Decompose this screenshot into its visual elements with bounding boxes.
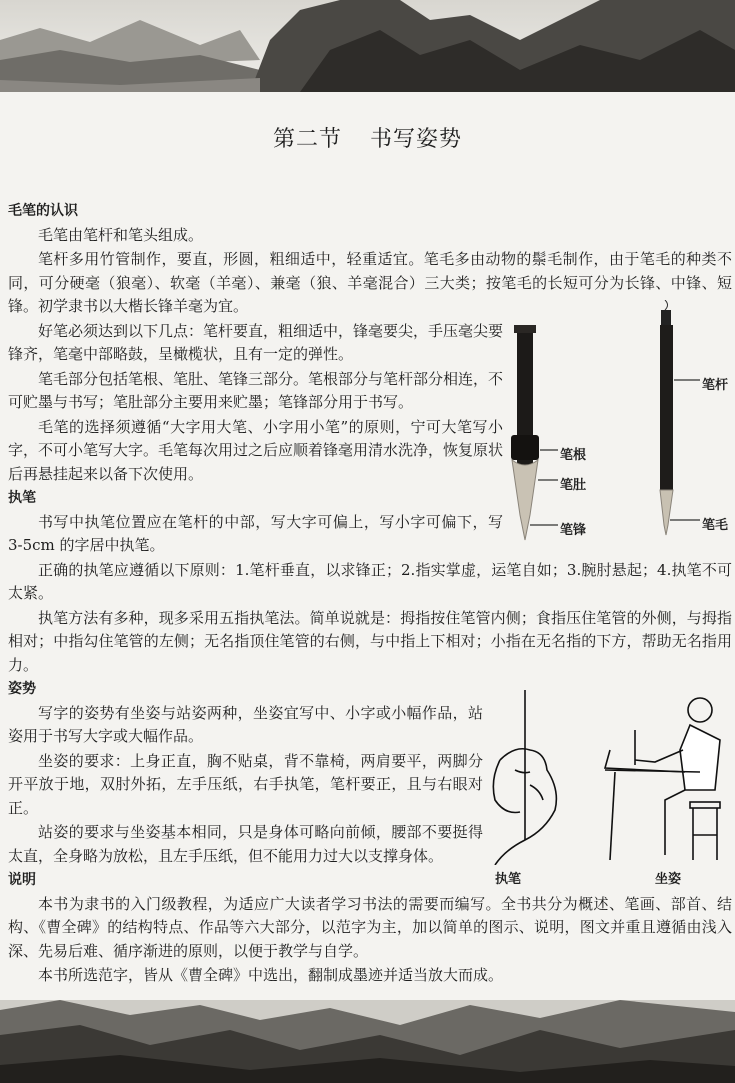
brush-illustration — [500, 300, 735, 550]
section-name: 书写姿势 — [370, 127, 463, 152]
paragraph: 书写中执笔位置应在笔杆的中部，写大字可偏上，写小字可偏下，写 3-5cm 的字居中执笔。 — [8, 512, 503, 554]
paragraph: 本书所选范字，皆从《曹全碑》中选出，翻制成墨迹并适当放大而成。 — [38, 966, 504, 984]
heading-brush: 毛笔的认识 — [8, 203, 78, 219]
paragraph: 执笔方法有多种，现多采用五指执笔法。简单说就是：拇指按住笔管内侧；食指压住笔管的外侧，与拇指相对；中指勾住笔管的左侧；无名指顶住笔管的右侧，与中指上下相对；小指在无名指的下方，帮助无名指用力。 — [8, 608, 732, 674]
section-number: 第二节 — [272, 127, 342, 152]
label-brush-tip: 笔锋 — [560, 523, 587, 538]
paragraph: 笔杆多用竹管制作，要直，形圆，粗细适中，轻重适宜。笔毛多由动物的鬃毛制作，由于笔毛的种类不同，可分硬毫（狼毫）、软毫（羊毫）、兼毫（狼、羊毫混合）三大类；按笔毛的长短可分为长锋、中锋、短锋。初学隶书以大楷长锋羊毫为宜。 — [8, 250, 732, 315]
hand-holding-brush-drawing — [493, 690, 556, 865]
label-sitting: 坐姿 — [655, 872, 682, 887]
paragraph: 毛笔的选择须遵循“大字用大笔、小字用小笔”的原则，宁可大笔写小字，不可小笔写大字。毛笔每次用过之后应顺着锋毫用清水洗净，恢复原状后再悬挂起来以备下次使用。 — [8, 417, 504, 483]
bottom-landscape-banner — [0, 1000, 735, 1083]
label-brush-hair: 笔毛 — [702, 518, 729, 533]
paragraph: 本书为隶书的入门级教程，为适应广大读者学习书法的需要而编写。全书共分为概述、笔画、部首、结构、《曹全碑》的结构特点、作品等六大部分，以范字为主，加以简单的图示、说明，图文并重且遵循由浅入深、先易后难、循序渐进的原则，以便于教学与自学。 — [8, 894, 732, 960]
heading-holding: 执笔 — [8, 490, 36, 506]
paragraph: 站姿的要求与坐姿基本相同，只是身体可略向前倾，腰部不要挺得太直，全身略为放松，且左手压纸，但不能用力过大以支撑身体。 — [8, 823, 483, 865]
paragraph: 好笔必须达到以下几点：笔杆要直，粗细适中，锋毫要尖，手压毫尖要锋齐，笔毫中部略鼓，呈橄榄状，且有一定的弹性。 — [8, 321, 504, 363]
page-title — [0, 122, 735, 153]
paragraph: 笔毛部分包括笔根、笔肚、笔锋三部分。笔根部分与笔杆部分相连，不可贮墨与书写；笔肚部分主要用来贮墨；笔锋部分用于书写。 — [8, 369, 504, 411]
label-brush-belly: 笔肚 — [560, 478, 587, 493]
paragraph: 坐姿的要求：上身正直，胸不贴桌，背不靠椅，两肩要平，两脚分开平放于地，双肘外拓，左手压纸，右手执笔，笔杆要正，且与右眼对正。 — [8, 751, 483, 817]
label-brush-shaft: 笔杆 — [702, 378, 729, 393]
seated-writer-drawing — [605, 698, 720, 860]
top-landscape-banner — [0, 0, 735, 92]
heading-posture: 姿势 — [8, 681, 36, 697]
heading-notes: 说明 — [8, 872, 36, 888]
paragraph: 写字的姿势有坐姿与站姿两种，坐姿宜写中、小字或小幅作品，站姿用于书写大字或大幅作品。 — [8, 703, 483, 745]
paragraph: 毛笔由笔杆和笔头组成。 — [38, 225, 204, 244]
posture-illustration — [485, 690, 735, 865]
label-brush-root: 笔根 — [560, 448, 587, 463]
paragraph: 正确的执笔应遵循以下原则：1.笔杆垂直，以求锋正；2.指实掌虚，运笔自如；3.腕肘悬起；4.执笔不可太紧。 — [8, 560, 732, 602]
label-holding: 执笔 — [495, 872, 522, 887]
